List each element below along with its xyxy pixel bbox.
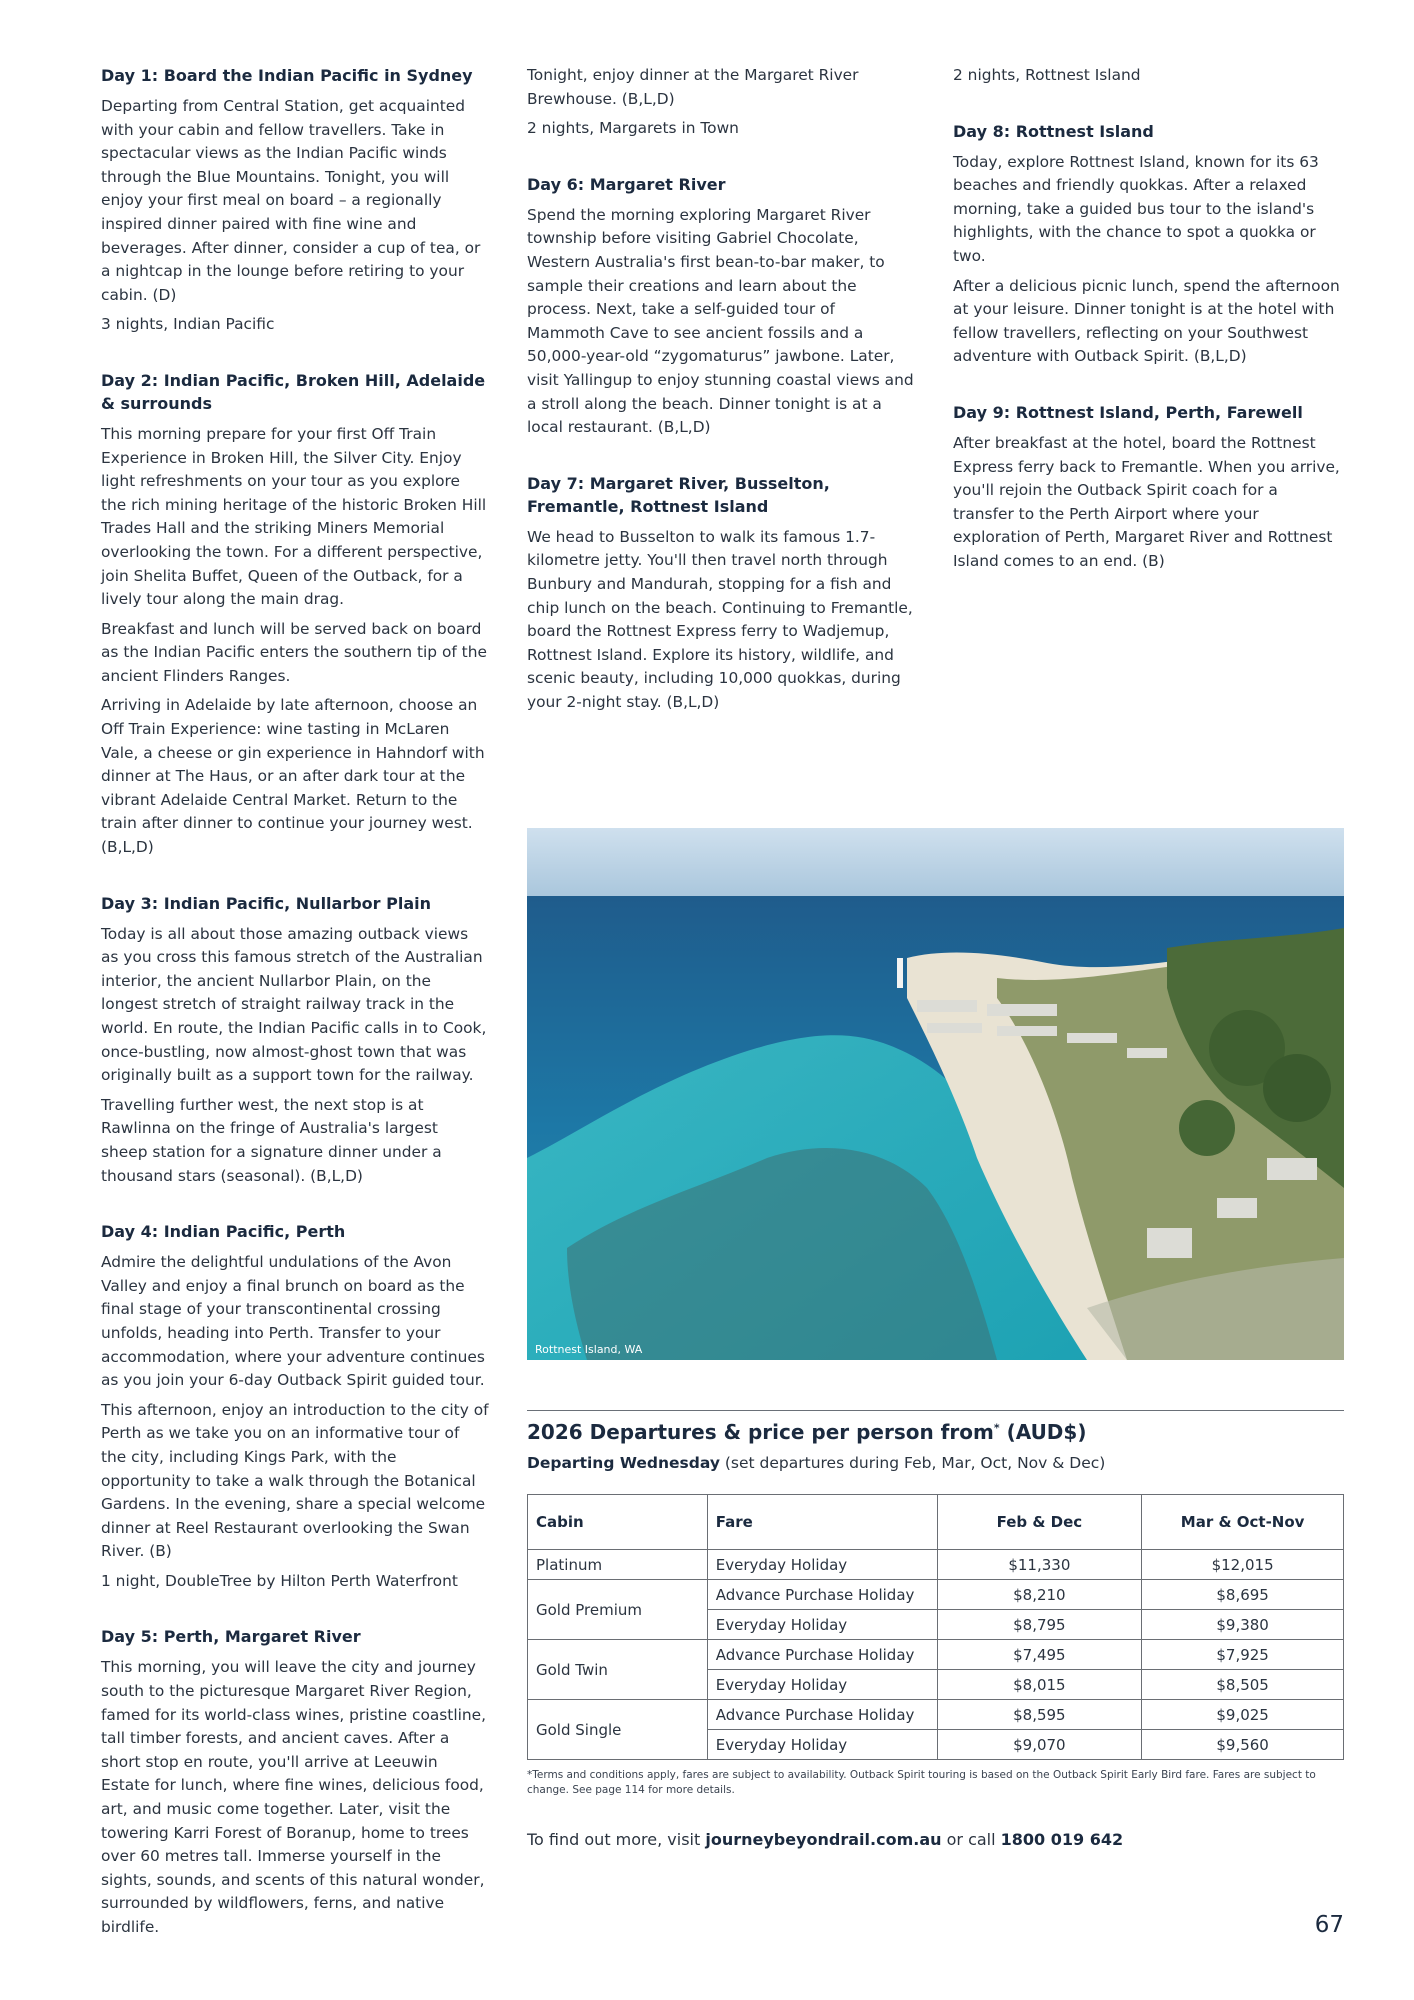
day-2-title: Day 2: Indian Pacific, Broken Hill, Adelaide & surrounds (101, 370, 486, 413)
page-number: 67 (1314, 1912, 1344, 1938)
prices-title-currency: (AUD$) (1006, 1420, 1087, 1444)
price-cell: $9,070 (937, 1730, 1142, 1760)
price-cell: $8,595 (937, 1700, 1142, 1730)
table-row (528, 1580, 1344, 1610)
day-8-text-2: After a delicious picnic lunch, spend the afternoon at your leisure. Dinner tonight is at the hotel with fellow travellers, reflecting on your Southwest adventure with Outback Spirit. (B,L,D) (953, 276, 1340, 366)
departing-label: Departing Wednesday (527, 1454, 720, 1472)
day-9-text: After breakfast at the hotel, board the Rottnest Express ferry back to Fremantle. When you arrive, you'll rejoin the Outback Spirit coach for a transfer to the Perth Airport where your exploration of Perth, Margaret River and Rottnest Island comes to an end. (B) (953, 433, 1340, 570)
aerial-coast-illustration (527, 828, 1344, 1360)
cabin-cell: Gold Twin (528, 1640, 708, 1700)
day-3-text-1: Today is all about those amazing outback views as you cross this famous stretch of the Australian interior, the ancient Nullarbor Plain, on the longest stretch of straight railway track in the world. En route, the Indian Pacific calls in to Cook, once-bustling, now almost-ghost town that was originally built as a support town for the railway. (101, 924, 487, 1085)
price-cell: $8,695 (1142, 1580, 1344, 1610)
header-fare: Fare (707, 1495, 937, 1550)
day-7-text: We head to Busselton to walk its famous 1.7-kilometre jetty. You'll then travel north through Bunbury and Mandurah, stopping for a fish and chip lunch on the beach. Continuing to Fremantle, board the Rottnest Express ferry to Wadjemup, Rottnest Island. Explore its history, wildlife, and scenic beauty, including 10,000 quokkas, during your 2-night stay. (B,L,D) (527, 527, 913, 711)
day-7-section (527, 472, 915, 715)
column-2 (527, 64, 915, 746)
day-5-section-cont (527, 64, 915, 141)
day-5-text-1: This morning, you will leave the city and journey south to the picturesque Margaret River Region, famed for its world-class wines, pristine coastline, tall timber forests, and ancient caves. After a short stop en route, you'll arrive at Leeuwin Estate for lunch, where fine wines, delicious food, art, and music come together. Later, visit the towering Karri Forest of Boranup, home to trees over 60 metres tall. Immerse yourself in the sights, sounds, and scents of this natural wonder, surrounded by wildflowers, ferns, and native birdlife. (101, 1658, 487, 1936)
departing-info (527, 1454, 1344, 1472)
day-6-title: Day 6: Margaret River (527, 174, 726, 194)
column-3 (953, 64, 1341, 606)
contact-prefix: To find out more, visit (527, 1830, 701, 1849)
price-cell: $9,560 (1142, 1730, 1344, 1760)
day-7-stay: 2 nights, Rottnest Island (953, 66, 1141, 84)
day-6-text: Spend the morning exploring Margaret River township before visiting Gabriel Chocolate, Western Australia's first bean-to-bar maker, to sample their creations and learn about the process. Next, take a self-guided tour of Mammoth Cave to see ancient fossils and a 50,000-year-old “zygomaturus” jawbone. Later, visit Yallingup to enjoy stunning coastal views and a stroll along the beach. Dinner tonight is at a local restaurant. (B,L,D) (527, 205, 914, 437)
price-cell: $8,505 (1142, 1670, 1344, 1700)
fare-cell: Everyday Holiday (707, 1550, 937, 1580)
day-7-title: Day 7: Margaret River, Busselton, Fremantle, Rottnest Island (527, 473, 830, 516)
phone-number[interactable]: 1800 019 642 (1000, 1830, 1124, 1849)
fare-cell: Everyday Holiday (707, 1670, 937, 1700)
table-row (528, 1640, 1344, 1670)
day-1-stay: 3 nights, Indian Pacific (101, 315, 275, 334)
price-cell: $7,495 (937, 1640, 1142, 1670)
column-1 (101, 64, 489, 1972)
day-8-title: Day 8: Rottnest Island (953, 121, 1154, 141)
day-4-text-1: Admire the delightful undulations of the Avon Valley and enjoy a final brunch on board as the final stage of your transcontinental crossing unfolds, heading into Perth. Transfer to your accommodation, where your adventure continues as you join your 6-day Outback Spirit guided tour. (101, 1253, 485, 1390)
tree-cluster (1263, 1054, 1331, 1122)
day-5-stay: 2 nights, Margarets in Town (527, 119, 739, 138)
day-6-section (527, 173, 915, 440)
day-9-title: Day 9: Rottnest Island, Perth, Farewell (953, 402, 1303, 422)
prices-title-mark: * (993, 1421, 1000, 1435)
price-cell: $11,330 (937, 1550, 1142, 1580)
day-2-section (101, 369, 489, 860)
day-1-section (101, 64, 489, 337)
day-3-section (101, 892, 489, 1189)
prices-title (527, 1420, 1344, 1444)
departing-note: (set departures during Feb, Mar, Oct, Nov & Dec) (724, 1454, 1106, 1472)
day-3-text-2: Travelling further west, the next stop is at Rawlinna on the fringe of Australia's largest sheep station for a signature dinner under a thousand stars (seasonal). (B,L,D) (101, 1095, 442, 1185)
prices-section (527, 1410, 1344, 1849)
price-table (527, 1494, 1344, 1760)
day-9-section (953, 401, 1341, 574)
website-link[interactable]: journeybeyondrail.com.au (705, 1830, 942, 1849)
fare-cell: Everyday Holiday (707, 1730, 937, 1760)
price-cell: $8,210 (937, 1580, 1142, 1610)
day-5-title: Day 5: Perth, Margaret River (101, 1627, 361, 1647)
lighthouse (897, 958, 903, 988)
day-7-section-cont (953, 64, 1341, 88)
day-5-text-2: Tonight, enjoy dinner at the Margaret River Brewhouse. (B,L,D) (527, 66, 859, 108)
prices-title-text: 2026 Departures & price per person from (527, 1420, 994, 1444)
table-row (528, 1550, 1344, 1580)
table-header-row (528, 1495, 1344, 1550)
day-4-stay: 1 night, DoubleTree by Hilton Perth Waterfront (101, 1571, 458, 1590)
tree-cluster (1179, 1100, 1235, 1156)
rottnest-island-photo (527, 828, 1344, 1360)
fare-cell: Everyday Holiday (707, 1610, 937, 1640)
price-cell: $9,025 (1142, 1700, 1344, 1730)
header-mar-oct-nov: Mar & Oct-Nov (1142, 1495, 1344, 1550)
day-2-text-2: Breakfast and lunch will be served back on board as the Indian Pacific enters the southern tip of the ancient Flinders Ranges. (101, 619, 487, 685)
day-4-text-2: This afternoon, enjoy an introduction to the city of Perth as we take you on an informative tour of the city, including Kings Park, with the opportunity to take a walk through the Botanical Gardens. In the evening, share a special welcome dinner at Reel Restaurant overlooking the Swan River. (B) (101, 1400, 489, 1561)
fare-cell: Advance Purchase Holiday (707, 1640, 937, 1670)
day-2-text-1: This morning prepare for your first Off Train Experience in Broken Hill, the Silver City. Enjoy light refreshments on your tour as you explore the rich mining heritage of the historic Broken Hill Trades Hall and the striking Miners Memorial overlooking the town. For a different perspective, join Shelita Buffet, Queen of the Outback, for a lively tour along the main drag. (101, 424, 487, 609)
header-cabin: Cabin (528, 1495, 708, 1550)
photo-caption: Rottnest Island, WA (535, 1343, 643, 1356)
day-1-title: Day 1: Board the Indian Pacific in Sydney (101, 66, 473, 85)
price-cell: $8,795 (937, 1610, 1142, 1640)
header-feb-dec: Feb & Dec (937, 1495, 1142, 1550)
day-8-section (953, 120, 1341, 369)
sky (527, 828, 1344, 898)
cabin-cell: Gold Premium (528, 1580, 708, 1640)
cabin-cell: Platinum (528, 1550, 708, 1580)
day-8-text-1: Today, explore Rottnest Island, known for its 63 beaches and friendly quokkas. After a relaxed morning, take a guided bus tour to the island's highlights, with the chance to spot a quokka or two. (953, 152, 1319, 265)
terms-footnote: *Terms and conditions apply, fares are subject to availability. Outback Spirit touring is based on the Outback Spirit Early Bird fare. Fares are subject to change. See page 114 for more details. (527, 1769, 1316, 1796)
day-2-text-3: Arriving in Adelaide by late afternoon, choose an Off Train Experience: wine tasting in McLaren Vale, a cheese or gin experience in Hahndorf with dinner at The Haus, or an after dark tour at the vibrant Adelaide Central Market. Return to the train after dinner to continue your journey west. (B,L,D) (101, 696, 485, 857)
day-5-section-start (101, 1625, 489, 1939)
cabin-cell: Gold Single (528, 1700, 708, 1760)
price-cell: $8,015 (937, 1670, 1142, 1700)
contact-mid: or call (946, 1830, 996, 1849)
price-cell: $7,925 (1142, 1640, 1344, 1670)
day-4-section (101, 1220, 489, 1593)
day-3-title: Day 3: Indian Pacific, Nullarbor Plain (101, 893, 432, 913)
fare-cell: Advance Purchase Holiday (707, 1700, 937, 1730)
fare-cell: Advance Purchase Holiday (707, 1580, 937, 1610)
contact-line (527, 1830, 1344, 1849)
price-cell: $9,380 (1142, 1610, 1344, 1640)
price-cell: $12,015 (1142, 1550, 1344, 1580)
day-4-title: Day 4: Indian Pacific, Perth (101, 1222, 346, 1242)
day-1-text: Departing from Central Station, get acquainted with your cabin and fellow travellers. Take in spectacular views as the Indian Pacific winds through the Blue Mountains. Tonight, you will enjoy your first meal on board – a regionally inspired dinner paired with fine wine and beverages. After dinner, consider a cup of tea, or a nightcap in the lounge before retiring to your cabin. (D) (101, 97, 481, 304)
section-divider (527, 1410, 1344, 1411)
table-row (528, 1700, 1344, 1730)
